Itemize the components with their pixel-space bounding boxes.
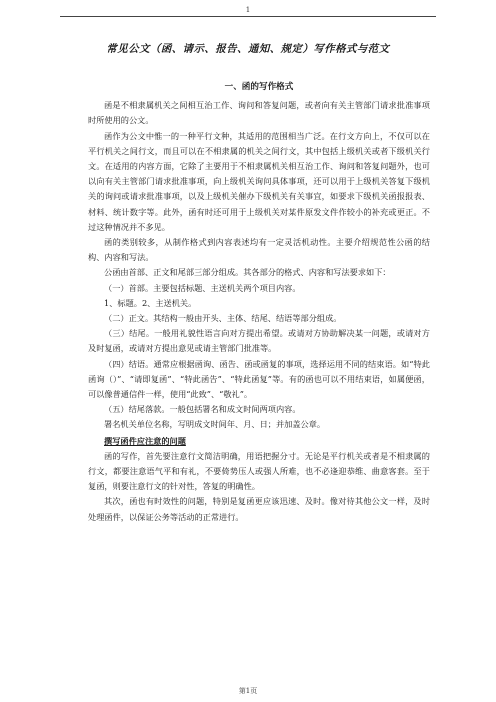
paragraph: （五）结尾落款。一般包括署名和成文时间两项内容。 [104, 404, 301, 415]
paragraph: 函的写作，首先要注意行文简洁明确，用语把握分寸。无论是平行机关或者是不相隶属的行文，都要注意语气平和有礼，不要倚势压人或强人所难，也不必逢迎恭维、曲意客套。至于复函，则要注意行文的针对性，答复的明确性。 [88, 450, 430, 492]
paragraph: （三）结尾。一般用礼貌性语言向对方提出希望。或请对方协助解决某一问题，或请对方及时复函，或请对方提出意见或请主管部门批准等。 [88, 328, 430, 354]
section-heading: 一、函的写作格式 [224, 82, 294, 92]
paragraph: 署名机关单位名称，写明成文时间年、月、日；并加盖公章。 [104, 419, 326, 430]
paragraph: 1、标题。2、主送机关。 [104, 297, 197, 308]
paragraph: （四）结语。通常应根据函询、函告、函或函复的事项，选择运用不同的结束语。如“特此函询（）”、“请即复函”、“特此函告”、“特此函复”等。有的函也可以不用结束语，如属便函，可以像普通信件一样，使用“此致”、“敬礼”。 [88, 358, 430, 400]
paragraph: 其次，函也有时效性的问题，特别是复函更应该迅速、及时。像对待其他公文一样，及时处理函件，以保证公务等活动的正常进行。 [88, 496, 430, 522]
paragraph: 函的类别较多，从制作格式到内容表述均有一定灵活机动性。主要介绍规范性公函的结构、内容和写法。 [88, 237, 430, 263]
paragraph: 公函由首部、正文和尾部三部分组成。其各部分的格式、内容和写法要求如下： [104, 267, 391, 278]
paragraph: 函是不相隶属机关之间相互治工作、询问和答复问题，或者向有关主管部门请求批准事项时所使用的公文。 [88, 100, 430, 126]
footer-page-label: 第1页 [238, 687, 258, 695]
document-title: 常见公文（函、请示、报告、通知、规定）写作格式与范文 [106, 43, 390, 55]
subheading: 撰写函件应注意的问题 [104, 435, 186, 446]
paragraph: 函作为公文中惟一的一种平行文种，其适用的范围相当广泛。在行文方向上，不仅可以在平行机关之间行文，而且可以在不相隶属的机关之间行文，其中包括上级机关或者下级机关行文。在适用的内容方面，它除了主要用于不相隶属机关相互治工作、询问和答复问题外，也可以向有关主管部门请求批准事项，向上级机关询问具体事项，还可以用于上级机关答复下级机关的询问或请求批准事项，以及上级机关催办下级机关有关事宜，如要求下级机关函报报表、材料、统计数字等。此外，函有时还可用于上级机关对某件原发文件作较小的补充或更正。不过这种情况并不多见。 [88, 130, 430, 232]
document-body [88, 80, 430, 525]
header-page-number: 1 [245, 6, 251, 14]
header-rule [60, 16, 436, 17]
paragraph: （一）首部。主要包括标题、主送机关两个项目内容。 [104, 282, 301, 293]
paragraph: （二）正文。其结构一般由开头、主体、结尾、结语等部分组成。 [104, 313, 342, 324]
